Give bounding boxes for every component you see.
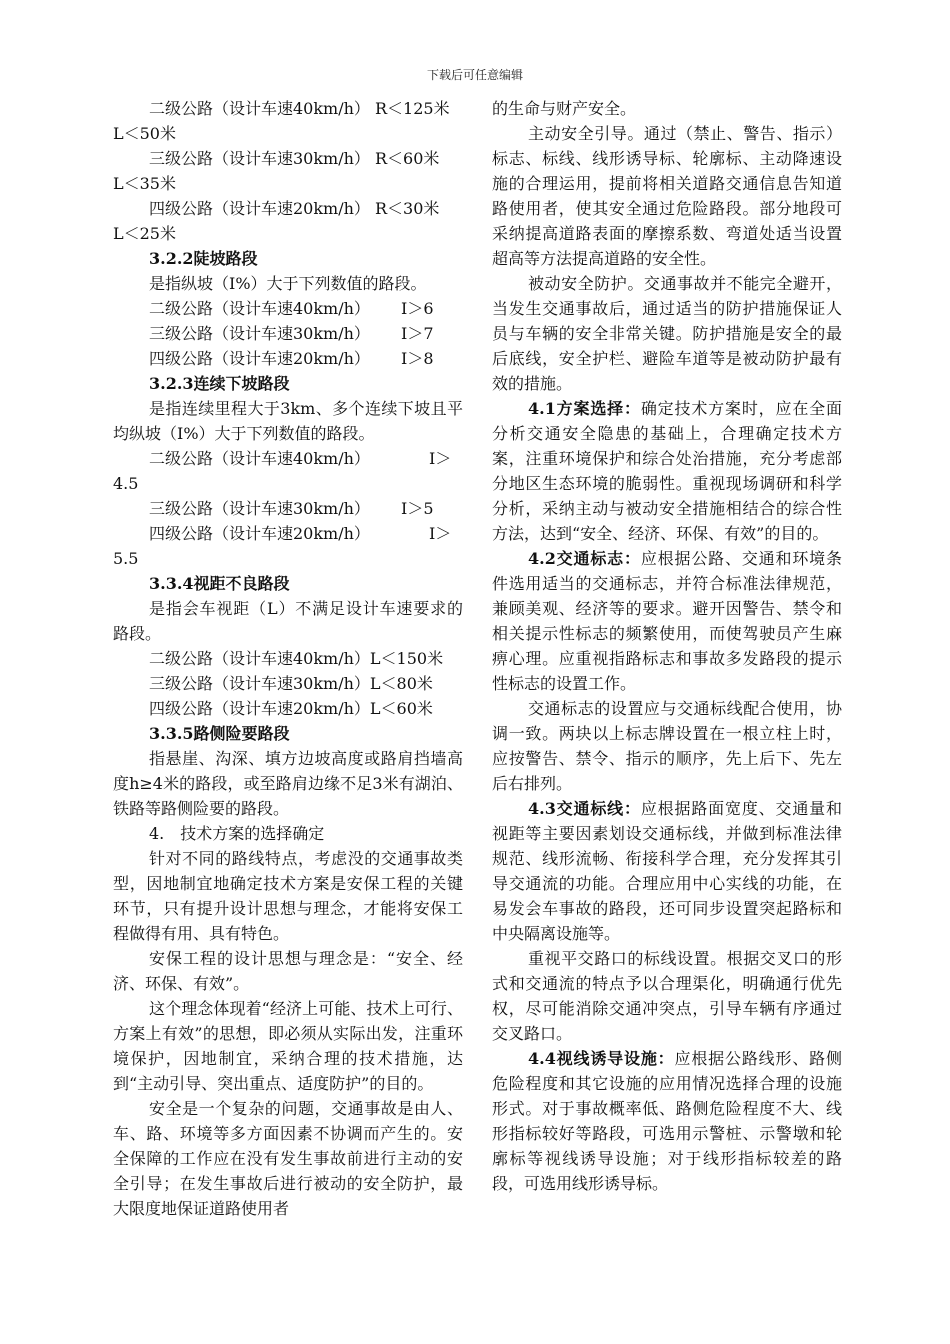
section-4-3: [492, 796, 842, 946]
text-4-1: 确定技术方案时，应在全面分析交通安全隐患的基础上，合理确定技术方案，注重环境保护和综合处治措施，充分考虑部分地区生态环境的脆弱性。重视现场调研和科学分析，采纳主动与被动安全措施相结合的综合性方法，达到“安全、经济、环保、有效”的目的。: [492, 399, 842, 543]
heading-3-2-3: 3.2.3连续下坡路段: [149, 374, 290, 393]
right-column: [492, 96, 842, 1196]
curve-row-class4-cont: L＜25米: [113, 224, 176, 243]
paragraph-3-2-3: 是指连续里程大于3km、多个连续下坡且平均纵坡（I%）大于下列数值的路段。: [113, 399, 463, 443]
downhill-row-class4: [113, 521, 463, 546]
paragraph-4-intro: 针对不同的路线特点，考虑没的交通事故类型，因地制宜地确定技术方案是安保工程的关键环节，只有提升设计思想与理念，才能将安保工程做得有用、具有特色。: [113, 849, 463, 943]
paragraph-4-principle: 安保工程的设计思想与理念是：“安全、经济、环保、有效”。: [113, 949, 463, 993]
slope-row-class2: [113, 296, 463, 321]
section-4-1: [492, 396, 842, 546]
curve-row-class2: 二级公路（设计车速40km/h） R＜125米: [149, 99, 450, 118]
paragraph-3-2-2: 是指纵坡（I%）大于下列数值的路段。: [149, 274, 427, 293]
downhill-row-value: I＞5: [401, 499, 434, 518]
downhill-row-label: 二级公路（设计车速40km/h）: [149, 449, 370, 468]
paragraph-4-concept: 这个理念体现着“经济上可能、技术上可行、方案上有效”的思想，即必须从实际出发，注重环境保护，因地制宜，采纳合理的技术措施，达到“主动引导、突出重点、适度防护”的目的。: [113, 999, 463, 1093]
paragraph-active-guidance: 主动安全引导。通过（禁止、警告、指示）标志、标线、线形诱导标、轮廓标、主动降速设施的合理运用，提前将相关道路交通信息告知道路使用者，使其安全通过危险路段。部分地段可采纳提高道路表面的摩擦系数、弯道处适当设置超高等方法提高道路的安全性。: [492, 124, 842, 268]
page-header-note: 下载后可任意编辑: [426, 68, 523, 82]
slope-row-class4: [113, 346, 463, 371]
downhill-row-label: 三级公路（设计车速30km/h）: [149, 499, 370, 518]
sight-row-class4: 四级公路（设计车速20km/h）L＜60米: [149, 699, 433, 718]
sight-row-class2: 二级公路（设计车速40km/h）L＜150米: [149, 649, 444, 668]
text-4-2: 应根据公路、交通和环境条件选用适当的交通标志，并符合标准法律规范，兼顾美观、经济等的要求。避开因警告、禁令和相关提示性标志的频繁使用，而使驾驶员产生麻痹心理。应重视指路标志和事故多发路段的提示性标志的设置工作。: [492, 549, 842, 693]
text-4-4: 应根据公路线形、路侧危险程度和其它设施的应用情况选择合理的设施形式。对于事故概率低、路侧危险程度不大、线形指标较好等路段，可选用示警桩、示警墩和轮廓标等视线诱导设施；对于线形指标较差的路段，可选用线形诱导标。: [492, 1049, 842, 1193]
slope-row-value: I＞8: [401, 349, 434, 368]
paragraph-3-3-4: 是指会车视距（L）不满足设计车速要求的路段。: [113, 599, 463, 643]
downhill-row-class4-cont: 5.5: [113, 549, 139, 568]
slope-row-value: I＞6: [401, 299, 434, 318]
slope-row-label: 二级公路（设计车速40km/h）: [149, 299, 370, 318]
sight-row-class3: 三级公路（设计车速30km/h）L＜80米: [149, 674, 433, 693]
downhill-row-value: I＞: [429, 524, 452, 543]
downhill-row-class3: [113, 496, 463, 521]
slope-row-label: 三级公路（设计车速30km/h）: [149, 324, 370, 343]
paragraph-sign-placement: 交通标志的设置应与交通标线配合使用，协调一致。两块以上标志牌设置在一根立柱上时，应按警告、禁令、指示的顺序，先上后下、先左后右排列。: [492, 699, 842, 793]
slope-row-label: 四级公路（设计车速20km/h）: [149, 349, 370, 368]
paragraph-passive-protection: 被动安全防护。交通事故并不能完全避开，当发生交通事故后，通过适当的防护措施保证人员与车辆的安全非常关键。防护措施是安全的最后底线，安全护栏、避险车道等是被动防护最有效的措施。: [492, 274, 842, 393]
slope-row-value: I＞7: [401, 324, 434, 343]
curve-row-class3: 三级公路（设计车速30km/h） R＜60米: [149, 149, 440, 168]
curve-row-class4: 四级公路（设计车速20km/h） R＜30米: [149, 199, 440, 218]
heading-3-2-2: 3.2.2陡坡路段: [149, 249, 258, 268]
slope-row-class3: [113, 321, 463, 346]
downhill-row-label: 四级公路（设计车速20km/h）: [149, 524, 370, 543]
heading-4-2: 4.2交通标志：: [528, 549, 641, 568]
section-4-2: [492, 546, 842, 696]
heading-4-3: 4.3交通标线：: [528, 799, 641, 818]
heading-3-3-4: 3.3.4视距不良路段: [149, 574, 290, 593]
text-4-3: 应根据路面宽度、交通量和视距等主要因素划设交通标线，并做到标准法律规范、线形流畅、衔接科学合理，充分发挥其引导交通流的功能。合理应用中心实线的功能，在易发会车事故的路段，还可同步设置突起路标和中央隔离设施等。: [492, 799, 842, 943]
paragraph-safety-cont: 的生命与财产安全。: [492, 99, 637, 118]
downhill-row-value: I＞: [429, 449, 452, 468]
section-4-4: [492, 1046, 842, 1196]
curve-row-class2-cont: L＜50米: [113, 124, 176, 143]
heading-4-4: 4.4视线诱导设施：: [528, 1049, 675, 1068]
downhill-row-class2-cont: 4.5: [113, 474, 139, 493]
heading-3-3-5: 3.3.5路侧险要路段: [149, 724, 290, 743]
left-column: [113, 96, 463, 1221]
paragraph-intersection-markings: 重视平交路口的标线设置。根据交叉口的形式和交通流的特点予以合理渠化，明确通行优先权，尽可能消除交通冲突点，引导车辆有序通过交叉路口。: [492, 949, 842, 1043]
curve-row-class3-cont: L＜35米: [113, 174, 176, 193]
paragraph-3-3-5: 指悬崖、沟深、填方边坡高度或路肩挡墙高度h≥4米的路段，或至路肩边缘不足3米有湖泊、铁路等路侧险要的路段。: [113, 749, 463, 818]
heading-4-1: 4.1方案选择：: [528, 399, 641, 418]
downhill-row-class2: [113, 446, 463, 471]
heading-4: 4. 技术方案的选择确定: [149, 824, 325, 843]
paragraph-4-safety: 安全是一个复杂的问题，交通事故是由人、车、路、环境等多方面因素不协调而产生的。安全保障的工作应在没有发生事故前进行主动的安全引导；在发生事故后进行被动的安全防护，最大限度地保证道路使用者: [113, 1099, 463, 1218]
